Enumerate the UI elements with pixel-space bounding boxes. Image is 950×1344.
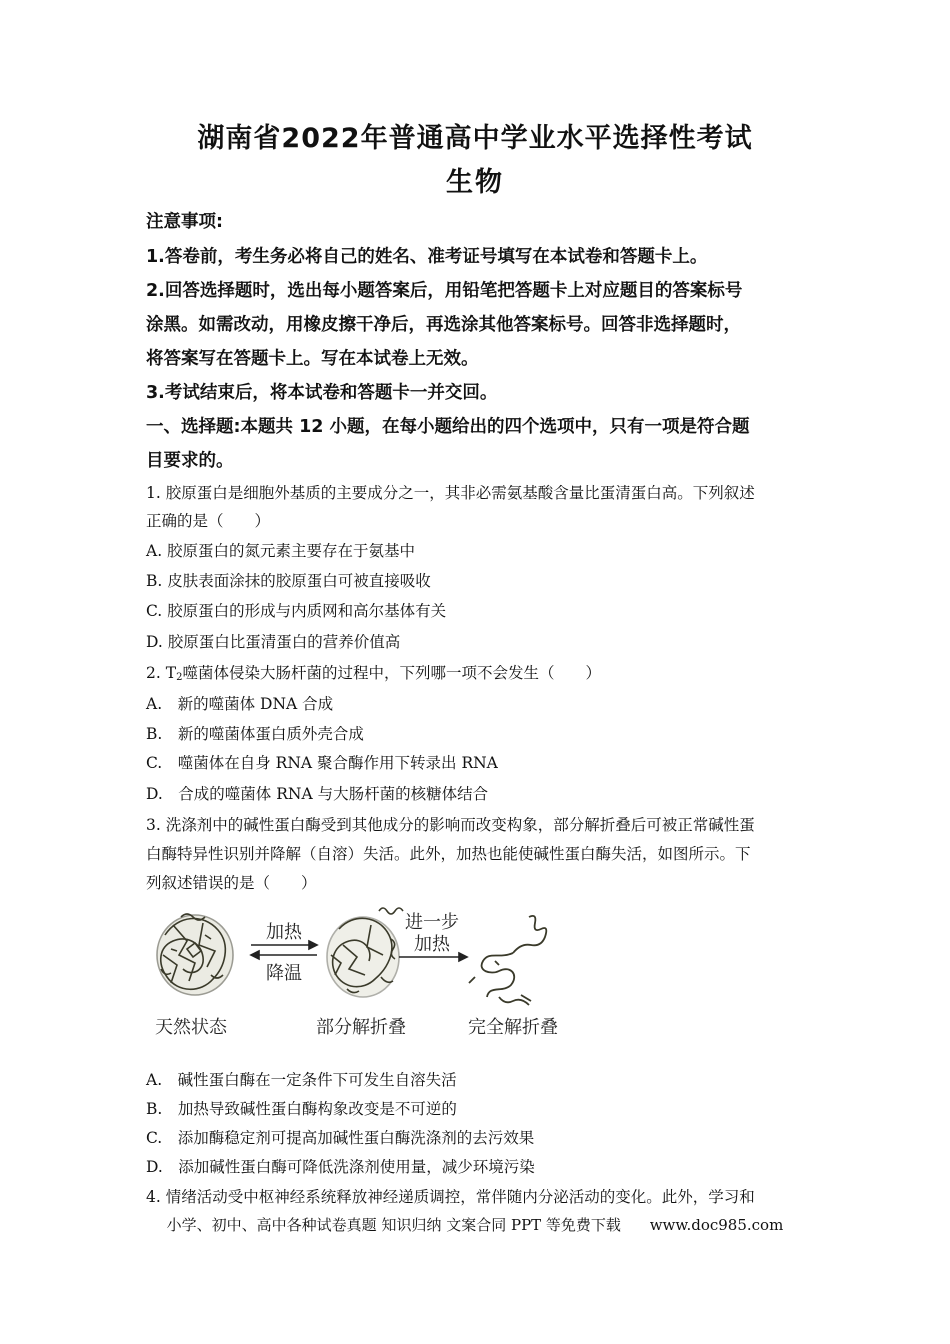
- q3-option-a: A. 碱性蛋白酶在一定条件下可发生自溶失活: [146, 1071, 457, 1089]
- q2-stem: [146, 661, 601, 683]
- page-footer: [0, 1214, 950, 1235]
- q3-option-d: D. 添加碱性蛋白酶可降低洗涤剂使用量，减少环境污染: [146, 1158, 535, 1176]
- q2-stem-prefix: 2. T: [146, 664, 177, 682]
- q3-stem-line-1: 3. 洗涤剂中的碱性蛋白酶受到其他成分的影响而改变构象，部分解折叠后可被正常碱性蛋: [146, 816, 755, 834]
- partially-unfolded-protein-illustration: [327, 908, 403, 997]
- protein-unfolding-figure: [143, 905, 573, 1045]
- section-heading-line-1: 一、选择题:本题共 12 小题，在每小题给出的四个选项中，只有一项是符合题: [146, 417, 750, 437]
- subject-title: 生物: [446, 167, 504, 198]
- q1-option-a: A. 胶原蛋白的氮元素主要存在于氨基中: [146, 542, 416, 560]
- q2-option-d: D. 合成的噬菌体 RNA 与大肠杆菌的核糖体结合: [146, 785, 489, 803]
- q1-stem-line-1: 1. 胶原蛋白是细胞外基质的主要成分之一，其非必需氨基酸含量比蛋清蛋白高。下列叙述: [146, 484, 755, 502]
- q2-stem-subscript: 2: [176, 672, 183, 683]
- q2-option-c: C. 噬菌体在自身 RNA 聚合酶作用下转录出 RNA: [146, 754, 498, 772]
- footer-text: 小学、初中、高中各种试卷真题 知识归纳 文案合同 PPT 等免费下载: [166, 1216, 621, 1234]
- notice-item-2-line-3: 将答案写在答题卡上。写在本试卷上无效。: [146, 349, 479, 369]
- exam-title: 湖南省2022年普通高中学业水平选择性考试: [197, 123, 753, 154]
- arrow-label-cool: 降温: [266, 963, 302, 984]
- footer-url[interactable]: www.doc985.com: [649, 1216, 784, 1234]
- notice-item-2-line-2: 涂黑。如需改动，用橡皮擦干净后，再选涂其他答案标号。回答非选择题时，: [146, 315, 741, 335]
- notice-heading: 注意事项:: [146, 212, 223, 232]
- q2-option-b: B. 新的噬菌体蛋白质外壳合成: [146, 725, 364, 743]
- q2-option-a: A. 新的噬菌体 DNA 合成: [146, 695, 334, 713]
- notice-item-1: 1.答卷前，考生务必将自己的姓名、准考证号填写在本试卷和答题卡上。: [146, 247, 708, 267]
- arrow-label-further: 进一步: [405, 912, 459, 933]
- section-heading-line-2: 目要求的。: [146, 451, 234, 471]
- q1-option-c: C. 胶原蛋白的形成与内质网和高尔基体有关: [146, 602, 447, 620]
- arrow-label-heat-2: 加热: [414, 934, 450, 955]
- q3-stem-line-2: 白酶特异性识别并降解（自溶）失活。此外，加热也能使碱性蛋白酶失活，如图所示。下: [146, 845, 751, 863]
- state-label-partial: 部分解折叠: [316, 1017, 406, 1038]
- q3-stem-line-3: 列叙述错误的是（ ）: [146, 874, 317, 892]
- state-label-native: 天然状态: [155, 1017, 227, 1038]
- q4-stem-line-1: 4. 情绪活动受中枢神经系统释放神经递质调控，常伴随内分泌活动的变化。此外，学习和: [146, 1188, 755, 1206]
- fully-unfolded-protein-illustration: [469, 916, 546, 1005]
- q3-option-b: B. 加热导致碱性蛋白酶构象改变是不可逆的: [146, 1100, 457, 1118]
- heat-cool-reversible-arrows: [251, 941, 317, 959]
- q1-option-d: D. 胶原蛋白比蛋清蛋白的营养价值高: [146, 633, 401, 651]
- native-state-protein-illustration: [157, 914, 233, 995]
- q1-stem-line-2: 正确的是（ ）: [146, 512, 271, 530]
- q1-option-b: B. 皮肤表面涂抹的胶原蛋白可被直接吸收: [146, 572, 431, 590]
- arrow-label-heat: 加热: [266, 922, 302, 943]
- notice-item-3: 3.考试结束后，将本试卷和答题卡一并交回。: [146, 383, 498, 403]
- q3-option-c: C. 添加酶稳定剂可提高加碱性蛋白酶洗涤剂的去污效果: [146, 1129, 535, 1147]
- state-label-full: 完全解折叠: [468, 1017, 558, 1038]
- q2-stem-suffix: 噬菌体侵染大肠杆菌的过程中，下列哪一项不会发生（ ）: [182, 664, 601, 682]
- notice-item-2-line-1: 2.回答选择题时，选出每小题答案后，用铅笔把答题卡上对应题目的答案标号: [146, 281, 743, 301]
